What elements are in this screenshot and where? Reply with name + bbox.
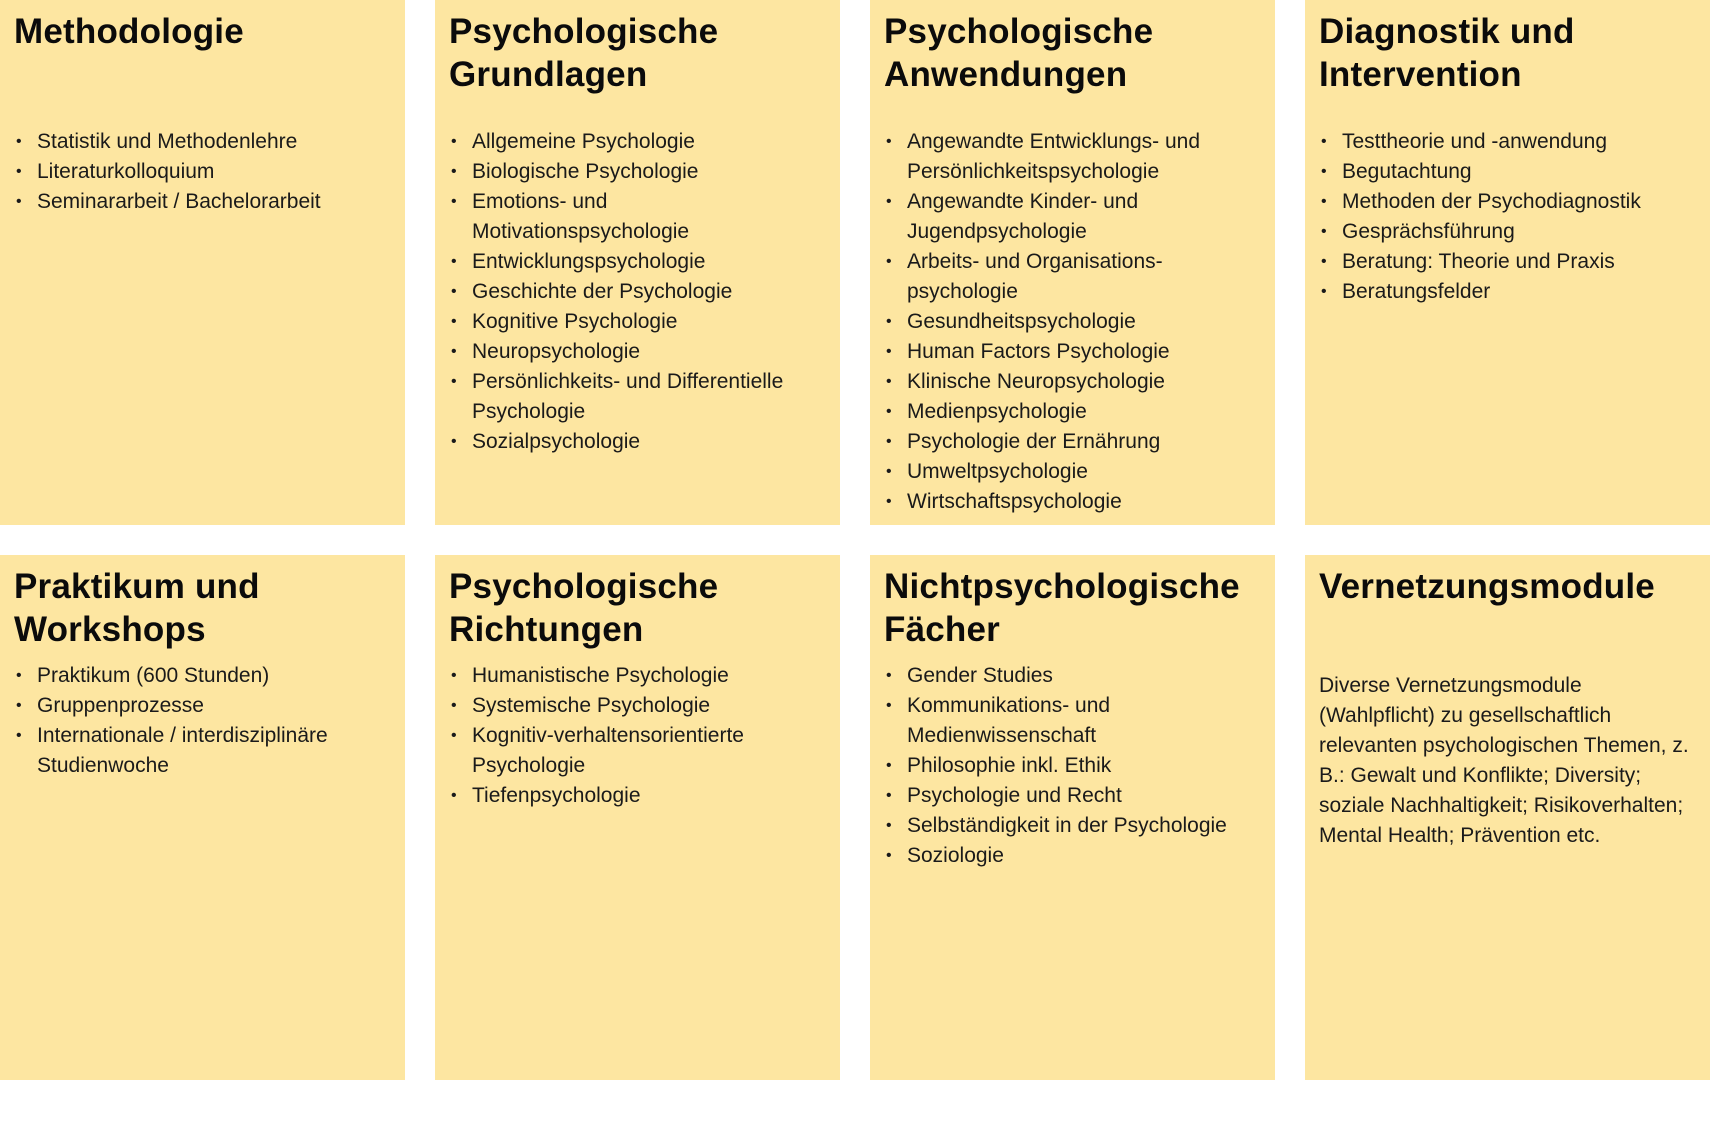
list-item: • Gesundheitspsychologie xyxy=(884,307,1263,337)
list-item: • Philosophie inkl. Ethik xyxy=(884,751,1263,781)
list-item: • Beratung: Theorie und Praxis xyxy=(1319,247,1698,277)
card-title: Psychologische Richtungen xyxy=(449,567,719,649)
module-list xyxy=(14,127,393,217)
list-item: • Biologische Psychologie xyxy=(449,157,828,187)
list-item: • Psychologie und Recht xyxy=(884,781,1263,811)
module-card-praktikum-und-workshops xyxy=(0,555,405,1080)
list-item: • Arbeits- und Organisations-psychologie xyxy=(884,247,1263,307)
card-title: Psychologische Grundlagen xyxy=(449,12,719,94)
list-item: • Praktikum (600 Stunden) xyxy=(14,661,393,691)
list-item: • Kommunikations- und Medienwissenschaft xyxy=(884,691,1263,751)
list-item: • Angewandte Kinder- und Jugendpsychologie xyxy=(884,187,1263,247)
list-item: • Tiefenpsychologie xyxy=(449,781,828,811)
list-item: • Seminararbeit / Bachelorarbeit xyxy=(14,187,393,217)
list-item: • Psychologie der Ernährung xyxy=(884,427,1263,457)
list-item: • Neuropsychologie xyxy=(449,337,828,367)
module-card-diagnostik-und-intervention xyxy=(1305,0,1710,525)
list-item: • Allgemeine Psychologie xyxy=(449,127,828,157)
card-title: Methodologie xyxy=(14,12,244,51)
list-item: • Statistik und Methodenlehre xyxy=(14,127,393,157)
module-description: Diverse Vernetzungsmodule (Wahlpflicht) zu gesellschaftlich relevanten psychologischen Themen, z. B.: Gewalt und Konflikte; Diversity; soziale Nachhaltigkeit; Risikoverhalten; Mental Health; Prävention etc. xyxy=(1319,674,1689,847)
list-item: • Literaturkolloquium xyxy=(14,157,393,187)
list-item: • Methoden der Psychodiagnostik xyxy=(1319,187,1698,217)
list-item: • Gesprächsführung xyxy=(1319,217,1698,247)
module-list xyxy=(884,127,1263,517)
list-item: • Angewandte Entwicklungs- und Persönlichkeitspsychologie xyxy=(884,127,1263,187)
list-item: • Kognitiv-verhaltensorientierte Psychologie xyxy=(449,721,828,781)
card-title: Vernetzungsmodule xyxy=(1319,567,1655,606)
card-title: Nichtpsychologische Fächer xyxy=(884,567,1240,649)
list-item: • Sozialpsychologie xyxy=(449,427,828,457)
list-item: • Testtheorie und -anwendung xyxy=(1319,127,1698,157)
module-card-nichtpsychologische-faecher xyxy=(870,555,1275,1080)
list-item: • Entwicklungspsychologie xyxy=(449,247,828,277)
module-card-psychologische-anwendungen xyxy=(870,0,1275,525)
list-item: • Humanistische Psychologie xyxy=(449,661,828,691)
list-item: • Gender Studies xyxy=(884,661,1263,691)
card-title: Psychologische Anwendungen xyxy=(884,12,1154,94)
module-list xyxy=(884,661,1263,871)
list-item: • Soziologie xyxy=(884,841,1263,871)
list-item: • Wirtschaftspsychologie xyxy=(884,487,1263,517)
module-card-vernetzungsmodule xyxy=(1305,555,1710,1080)
list-item: • Internationale / interdisziplinäre Studienwoche xyxy=(14,721,393,781)
card-title: Praktikum und Workshops xyxy=(14,567,260,649)
list-item: • Umweltpsychologie xyxy=(884,457,1263,487)
module-list xyxy=(14,661,393,781)
module-list xyxy=(449,127,828,457)
list-item: • Emotions- und Motivationspsychologie xyxy=(449,187,828,247)
list-item: • Kognitive Psychologie xyxy=(449,307,828,337)
module-list xyxy=(449,661,828,811)
list-item: • Medienpsychologie xyxy=(884,397,1263,427)
module-list xyxy=(1319,127,1698,307)
list-item: • Begutachtung xyxy=(1319,157,1698,187)
list-item: • Beratungsfelder xyxy=(1319,277,1698,307)
list-item: • Selbständigkeit in der Psychologie xyxy=(884,811,1263,841)
module-card-methodologie xyxy=(0,0,405,525)
list-item: • Persönlichkeits- und Differentielle Psychologie xyxy=(449,367,828,427)
list-item: • Klinische Neuropsychologie xyxy=(884,367,1263,397)
list-item: • Systemische Psychologie xyxy=(449,691,828,721)
list-item: • Geschichte der Psychologie xyxy=(449,277,828,307)
list-item: • Gruppenprozesse xyxy=(14,691,393,721)
module-card-psychologische-grundlagen xyxy=(435,0,840,525)
module-card-psychologische-richtungen xyxy=(435,555,840,1080)
card-title: Diagnostik und Intervention xyxy=(1319,12,1575,94)
list-item: • Human Factors Psychologie xyxy=(884,337,1263,367)
